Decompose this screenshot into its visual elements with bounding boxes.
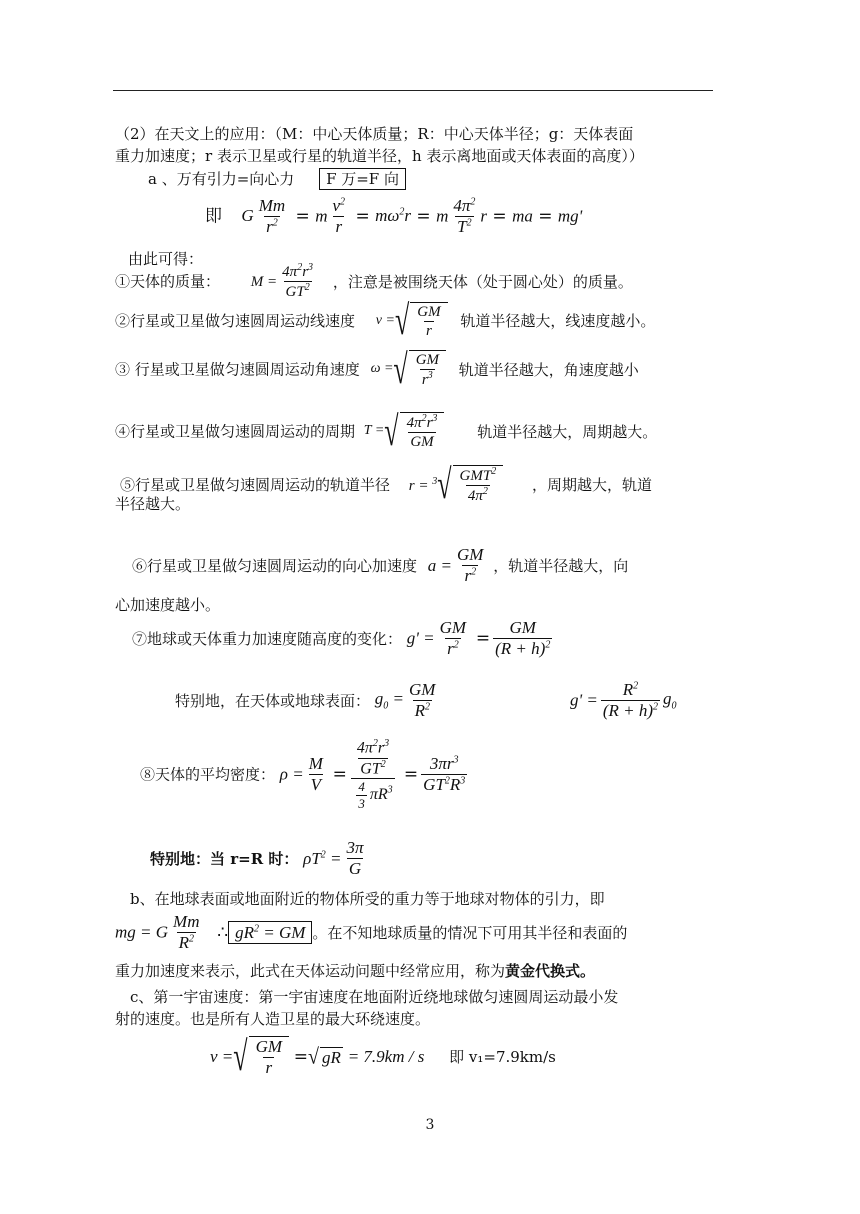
item-1-note: ，注意是被围绕天体（处于圆心处）的质量。 xyxy=(332,272,633,291)
item-1: ①天体的质量： M = $\frac{4\pi^2r^3}{GT^2}$ ，注意是被围绕天体（处于圆心处）的质量。 xyxy=(115,262,633,300)
item-7-text: ⑦地球或天体重力加速度随高度的变化： xyxy=(132,629,403,648)
item-3-note: 轨道半径越大，角速度越小 xyxy=(458,360,639,379)
item-5-continued: 半径越大。 xyxy=(115,495,191,513)
special-case: 特别地：当 r=R 时： $\rho T^2$ = $\frac{3\pi}{G}$ xyxy=(150,838,364,879)
item-5-note: ，周期越大，轨道 xyxy=(532,476,653,494)
item-2: ②行星或卫星做匀速圆周运动线速度 v = √ $\frac{GM}{r}$ 轨道半径越大，线速度越小。 xyxy=(115,297,656,344)
item-3-text: ③ 行星或卫星做匀速圆周运动角速度 xyxy=(115,360,360,379)
section-c-line-1: c、第一宇宙速度：第一宇宙速度在地面附近绕地球做匀速圆周运动最小发 xyxy=(130,988,619,1006)
item-8: ⑧天体的平均密度： ρ = $\frac{M}{V}$ = $\frac{4\pi^2r^3}{GT^2}$ $\frac{4}{3}$ $\pi R^3$ = $\frac{3\pi r^3}{GT^2R^3}$ xyxy=(140,738,466,811)
item-4: ④行星或卫星做匀速圆周运动的周期 T = √ $\frac{4\pi^2r^3}{GM}$ 轨道半径越大，周期越大。 xyxy=(115,407,658,454)
item-7: ⑦地球或天体重力加速度随高度的变化： g' = $\frac{GM}{r^2}$ = $\frac{GM}{(R + h)^2}$ xyxy=(132,618,551,659)
item-6: ⑥行星或卫星做匀速圆周运动的向心加速度 a = $\frac{GM}{r^2}$ ，轨道半径越大，向 xyxy=(132,545,629,586)
item-6-note: ，轨道半径越大，向 xyxy=(493,556,629,575)
item-7-gprime: g' = $\frac{R^2}{(R + h)^2}$ $g_0$ xyxy=(570,680,677,721)
special-case-label: 特别地：当 r=R 时： xyxy=(150,849,299,868)
gravitation-formula: 即 G $\frac{Mm}{r^2}$ = m $\frac{v^2}{r}$ = $m\omega^2r = m$ $\frac{4\pi^2}{T^2}$ r = ma = mg' xyxy=(205,196,583,237)
item-6-continued: 心加速度越小。 xyxy=(115,596,221,614)
item-7-special: 特别地，在天体或地球表面： $g_0$ = $\frac{GM}{R^2}$ xyxy=(175,680,436,721)
intro-line-1: （2）在天文上的应用：（M：中心天体质量；R：中心天体半径；g：天体表面 xyxy=(115,125,634,143)
item-7-special-text: 特别地，在天体或地球表面： xyxy=(175,691,371,710)
item-4-note: 轨道半径越大，周期越大。 xyxy=(477,422,658,441)
velocity-value: = 7.9km / s xyxy=(347,1047,425,1067)
section-b-formula: mg = G $\frac{Mm}{R^2}$ ∴ $gR^2$ = GM 。在不知地球质量的情况下可用其半径和表面的 xyxy=(115,912,628,953)
item-1-text: ①天体的质量： xyxy=(115,272,221,291)
ji-label: 即 xyxy=(205,206,222,227)
section-b-line-3-text: 重力加速度来表示，此式在天体运动问题中经常应用，称为 xyxy=(115,962,506,980)
section-b-after-box: 。在不知地球质量的情况下可用其半径和表面的 xyxy=(312,923,628,942)
derive-label: 由此可得： xyxy=(128,250,204,268)
section-b-line-3 xyxy=(115,962,595,980)
golden-substitution-term: 黄金代换式。 xyxy=(505,962,596,980)
item-6-text: ⑥行星或卫星做匀速圆周运动的向心加速度 xyxy=(132,556,418,575)
section-a xyxy=(148,170,406,188)
item-2-note: 轨道半径越大，线速度越小。 xyxy=(460,312,656,330)
item-2-text: ②行星或卫星做匀速圆周运动线速度 xyxy=(115,312,356,330)
header-rule xyxy=(113,90,713,91)
section-c-line-2: 射的速度。也是所有人造卫星的最大环绕速度。 xyxy=(115,1010,431,1028)
item-3: ③ 行星或卫星做匀速圆周运动角速度 ω = √ $\frac{GM}{r^3}$ 轨道半径越大，角速度越小 xyxy=(115,345,639,392)
item-5: ⑤行星或卫星做匀速圆周运动的轨道半径 r = $^3$ √ $\frac{GMT^2}{4\pi^2}$ ，周期越大，轨道 xyxy=(120,461,653,508)
force-equality-box: F 万=F 向 xyxy=(319,168,406,190)
item-8-text: ⑧天体的平均密度： xyxy=(140,765,276,784)
section-b-line-1: b、在地球表面或地面附近的物体所受的重力等于地球对物体的引力，即 xyxy=(130,890,605,908)
page-number: 3 xyxy=(425,1117,435,1133)
velocity-note: 即 v₁=7.9km/s xyxy=(449,1048,556,1067)
item-5-text: ⑤行星或卫星做匀速圆周运动的轨道半径 xyxy=(120,476,391,494)
item-4-text: ④行星或卫星做匀速圆周运动的周期 xyxy=(115,422,356,441)
intro-line-2: 重力加速度；r 表示卫星或行星的轨道半径，h 表示离地面或天体表面的高度）） xyxy=(115,147,644,165)
section-a-label: a 、万有引力=向心力 xyxy=(148,170,295,188)
first-cosmic-velocity-formula: v = √ $\frac{GM}{r}$ = √ gR = 7.9km / s 即 v₁=7.9km/s xyxy=(210,1033,556,1080)
